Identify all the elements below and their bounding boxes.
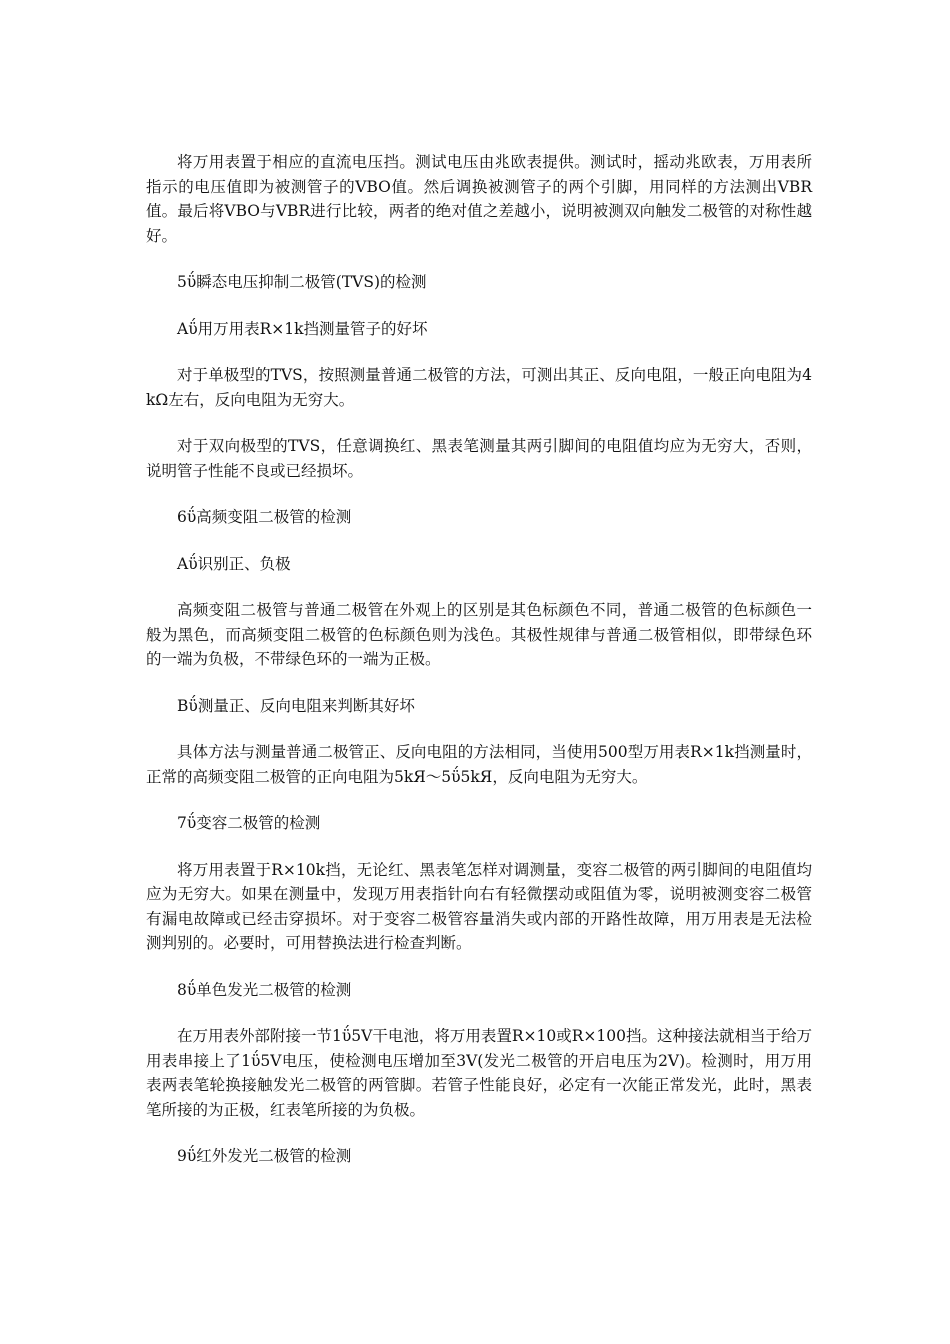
heading-infrared-led: 9ΰ红外发光二极管的检测 <box>177 1147 352 1165</box>
paragraph-varactor-test: 将万用表置于R×10k挡，无论红、黑表笔怎样对调测量，变容二极管的两引脚间的电阻值均应为无穷大。如果在测量中，发现万用表指针向右有轻微摆动或阻值为零，说明被测变容二极管有漏电故障或已经击穿损坏。对于变容二极管容量消失或内部的开路性故障，用万用表是无法检测判别的。必要时，可用替换法进行检查判断。 <box>146 860 812 952</box>
heading-single-color-led: 8ΰ单色发光二极管的检测 <box>177 980 352 999</box>
paragraph-led-test: 在万用表外部附接一节1ΰ5V干电池，将万用表置R×10或R×100挡。这种接法就相当于给万用表串接上了1ΰ5V电压，使检测电压增加至3V(发光二极管的开启电压为2V)。检测时，用万用表两表笔轮换接触发光二极管的两管脚。若管子性能良好，必定有一次能正常发光，此时，黑表笔所接的为正极，红表笔所接的为负极。 <box>146 1027 812 1119</box>
paragraph-tvs-unipolar: 对于单极型的TVS，按照测量普通二极管的方法，可测出其正、反向电阻，一般正向电阻为4kΩ左右，反向电阻为无穷大。 <box>146 366 812 409</box>
document-page <box>146 150 812 1191</box>
paragraph-hf-varistor-resistance: 具体方法与测量普通二极管正、反向电阻的方法相同，当使用500型万用表R×1k挡测量时，正常的高频变阻二极管的正向电阻为5kЯ～5ΰ5kЯ，反向电阻为无穷大。 <box>146 743 812 786</box>
heading-tvs-detection: 5ΰ瞬态电压抑制二极管(TVS)的检测 <box>177 273 427 291</box>
subheading-identify-polarity: Aΰ识别正、负极 <box>177 554 291 573</box>
subheading-tvs-r1k-test: Aΰ用万用表R×1k挡测量管子的好坏 <box>177 319 428 338</box>
paragraph-dual-trigger-symmetry: 将万用表置于相应的直流电压挡。测试电压由兆欧表提供。测试时，摇动兆欧表，万用表所指示的电压值即为被测管子的VBO值。然后调换被测管子的两个引脚，用同样的方法测出VBR值。最后将VBO与VBR进行比较，两者的绝对值之差越小，说明被测双向触发二极管的对称性越好。 <box>146 153 812 245</box>
heading-hf-varistor-diode: 6ΰ高频变阻二极管的检测 <box>177 508 352 526</box>
subheading-measure-resistance: Bΰ测量正、反向电阻来判断其好坏 <box>177 696 415 715</box>
paragraph-tvs-bipolar: 对于双向极型的TVS，任意调换红、黑表笔测量其两引脚间的电阻值均应为无穷大，否则，说明管子性能不良或已经损坏。 <box>146 437 812 480</box>
paragraph-hf-varistor-color-band: 高频变阻二极管与普通二极管在外观上的区别是其色标颜色不同，普通二极管的色标颜色一般为黑色，而高频变阻二极管的色标颜色则为浅色。其极性规律与普通二极管相似，即带绿色环的一端为负极，不带绿色环的一端为正极。 <box>146 601 812 668</box>
heading-varactor-diode: 7ΰ变容二极管的检测 <box>177 814 321 832</box>
